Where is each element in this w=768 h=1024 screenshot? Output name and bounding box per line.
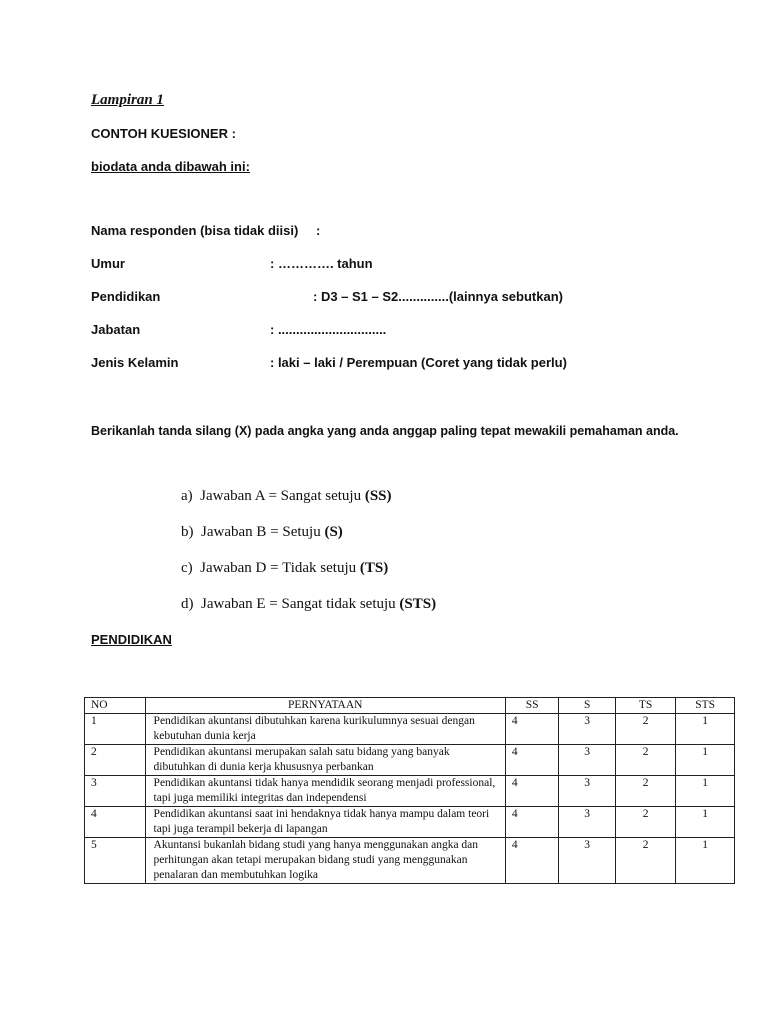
row-score-s[interactable]: 3 [559,776,615,807]
field-value-nama: : [316,223,321,238]
table-row [85,745,735,776]
table-header-row [85,698,735,714]
biodata-heading: biodata anda dibawah ini: [91,159,250,174]
row-score-ts[interactable]: 2 [615,807,675,838]
row-score-ss[interactable]: 4 [505,807,559,838]
answer-option-b [181,524,343,541]
answer-option-d [181,596,436,613]
answer-option-c [181,560,388,577]
row-score-ts[interactable]: 2 [615,776,675,807]
row-score-s[interactable]: 3 [559,807,615,838]
table-row [85,776,735,807]
appendix-title: Lampiran 1 [91,92,164,108]
row-statement: Pendidikan akuntansi merupakan salah satu bidang yang banyak dibutuhkan di dunia kerja khususnya perbankan [145,745,505,776]
header-ts: TS [615,698,675,714]
answer-code: (SS) [364,488,392,504]
header-s: S [559,698,615,714]
row-score-ss[interactable]: 4 [505,714,559,745]
answer-marker: a) [181,488,193,504]
row-statement: Pendidikan akuntansi tidak hanya mendidik seorang menjadi professional, tapi juga memiliki integritas dan independensi [145,776,505,807]
answer-marker: b) [181,524,194,540]
row-score-sts[interactable]: 1 [676,714,735,745]
row-score-ss[interactable]: 4 [505,776,559,807]
table-row [85,807,735,838]
answer-text: Jawaban A = Sangat setuju [200,488,365,504]
row-no: 2 [85,745,146,776]
answer-option-a [181,488,392,505]
header-pernyataan: PERNYATAAN [145,698,505,714]
row-score-ss[interactable]: 4 [505,745,559,776]
field-label-jabatan: Jabatan [91,322,141,337]
answer-marker: d) [181,596,194,612]
field-value-pendidikan: : D3 – S1 – S2..............(lainnya sebutkan) [313,289,563,304]
row-score-ts[interactable]: 2 [615,714,675,745]
row-score-s[interactable]: 3 [559,745,615,776]
answer-code: (S) [324,524,343,540]
answer-text: Jawaban D = Tidak setuju [200,560,360,576]
row-statement: Pendidikan akuntansi dibutuhkan karena kurikulumnya sesuai dengan kebutuhan dunia kerja [145,714,505,745]
field-label-umur: Umur [91,256,125,271]
field-label-pendidikan: Pendidikan [91,289,161,304]
row-score-ts[interactable]: 2 [615,745,675,776]
answer-text: Jawaban E = Sangat tidak setuju [201,596,400,612]
field-value-jabatan: : .............................. [270,322,387,337]
row-score-s[interactable]: 3 [559,838,615,884]
questionnaire-table [84,697,735,884]
header-ss: SS [505,698,559,714]
header-no: NO [85,698,146,714]
field-value-umur: : …………. tahun [270,256,373,271]
row-score-sts[interactable]: 1 [676,745,735,776]
row-score-s[interactable]: 3 [559,714,615,745]
row-score-sts[interactable]: 1 [676,776,735,807]
section-title: PENDIDIKAN [91,632,172,647]
row-statement: Akuntansi bukanlah bidang studi yang hanya menggunakan angka dan perhitungan akan tetapi merupakan bidang studi yang menggunakan penalaran dan membutuhkan logika [145,838,505,884]
questionnaire-title: CONTOH KUESIONER : [91,126,236,141]
answer-marker: c) [181,560,193,576]
instruction-text: Berikanlah tanda silang (X) pada angka yang anda anggap paling tepat mewakili pemahaman anda. [91,424,679,438]
row-score-ss[interactable]: 4 [505,838,559,884]
field-value-jenis-kelamin: : laki – laki / Perempuan (Coret yang tidak perlu) [270,355,567,370]
answer-code: (TS) [359,560,389,576]
row-score-ts[interactable]: 2 [615,838,675,884]
row-no: 4 [85,807,146,838]
row-score-sts[interactable]: 1 [676,807,735,838]
row-no: 5 [85,838,146,884]
row-no: 3 [85,776,146,807]
row-score-sts[interactable]: 1 [676,838,735,884]
table-row [85,838,735,884]
answer-text: Jawaban B = Setuju [201,524,325,540]
table-row [85,714,735,745]
row-no: 1 [85,714,146,745]
header-sts: STS [676,698,735,714]
field-label-jenis-kelamin: Jenis Kelamin [91,355,179,370]
row-statement: Pendidikan akuntansi saat ini hendaknya tidak hanya mampu dalam teori tapi juga terampil bekerja di lapangan [145,807,505,838]
field-label-nama: Nama responden (bisa tidak diisi) [91,223,299,238]
answer-code: (STS) [399,596,437,612]
